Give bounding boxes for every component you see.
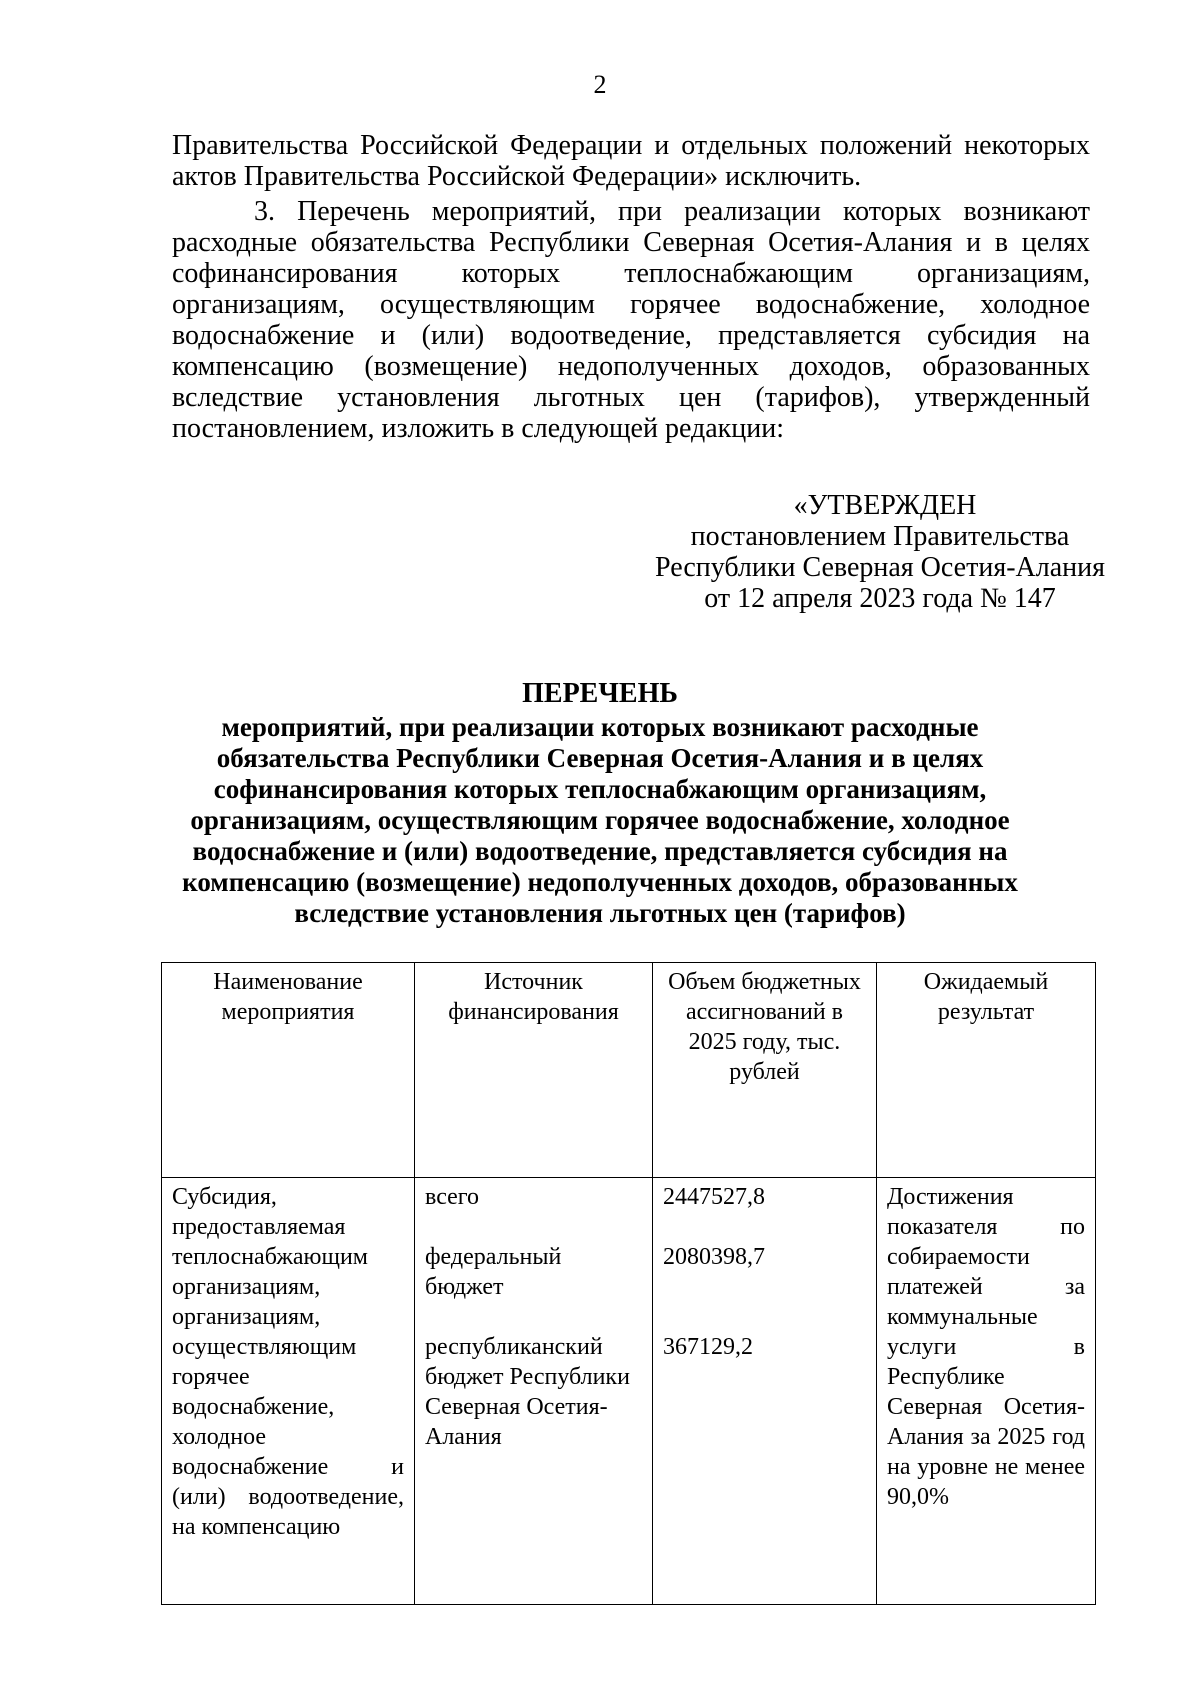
approval-stamp-block (600, 490, 1160, 614)
amount-total: 2447527,8 (663, 1184, 765, 1210)
list-subtitle-line: организациям, осуществляющим горячее водоснабжение, холодное (190, 805, 1010, 835)
source-republican: республиканский бюджет Республики Северная Осетия-Алания (425, 1334, 630, 1450)
header-budget-volume: Объем бюджетных ассигнований в 2025 году, тыс. рублей (653, 963, 877, 1178)
list-subtitle-line: водоснабжение и (или) водоотведение, представляется субсидия на (192, 836, 1008, 866)
measures-table (161, 962, 1096, 1605)
cell-funding-sources (415, 1178, 653, 1605)
header-expected-result: Ожидаемый результат (877, 963, 1096, 1178)
paragraph-item-3: 3. Перечень мероприятий, при реализации которых возникают расходные обязательства Республики Северная Осетия-Алания и в целях софинансирования которых теплоснабжающим организациям, организациям, осуществляющим горячее водоснабжение, холодное водоснабжение и (или) водоотведение, представляется субсидия на компенсацию (возмещение) недополученных доходов, образованных вследствие установления льготных цен (тарифов), утвержденный постановлением, изложить в следующей редакции: (172, 196, 1090, 444)
approval-line-resolution: постановлением Правительства (690, 521, 1070, 552)
list-subtitle-line: компенсацию (возмещение) недополученных доходов, образованных (182, 867, 1018, 897)
cell-amounts (653, 1178, 877, 1605)
amount-republican: 367129,2 (663, 1334, 753, 1360)
table-row (162, 1178, 1096, 1605)
list-subtitle (100, 712, 1100, 929)
approval-line-approved: «УТВЕРЖДЕН (793, 490, 977, 521)
header-funding-source: Источник финансирования (415, 963, 653, 1178)
table-header-row (162, 963, 1096, 1178)
list-subtitle-line: мероприятий, при реализации которых возникают расходные (221, 712, 979, 742)
approval-line-republic: Республики Северная Осетия-Алания (655, 552, 1105, 583)
page-number: 2 (593, 70, 607, 99)
list-subtitle-line: софинансирования которых теплоснабжающим организациям, (213, 774, 987, 804)
list-subtitle-line: вследствие установления льготных цен (тарифов) (294, 898, 906, 928)
list-subtitle-line: обязательства Республики Северная Осетия-Алания и в целях (216, 743, 984, 773)
header-event-name: Наименование мероприятия (162, 963, 415, 1178)
source-total: всего (425, 1184, 480, 1210)
source-federal: федеральный бюджет (425, 1244, 562, 1300)
list-title: ПЕРЕЧЕНЬ (522, 678, 678, 709)
amount-federal: 2080398,7 (663, 1244, 765, 1270)
cell-event-name: Субсидия, предоставляемая теплоснабжающим организациям, организациям, осуществляющим горячее водоснабжение, холодное водоснабжение и (или) водоотведение, на компенсацию (162, 1178, 415, 1605)
paragraph-continuation: Правительства Российской Федерации и отдельных положений некоторых актов Правительства Российской Федерации» исключить. (172, 130, 1090, 192)
approval-line-date: от 12 апреля 2023 года № 147 (704, 583, 1056, 614)
cell-expected-result: Достижения показателя по собираемости платежей за коммунальные услуги в Республике Северная Осетия-Алания за 2025 год на уровне не менее 90,0% (877, 1178, 1096, 1605)
